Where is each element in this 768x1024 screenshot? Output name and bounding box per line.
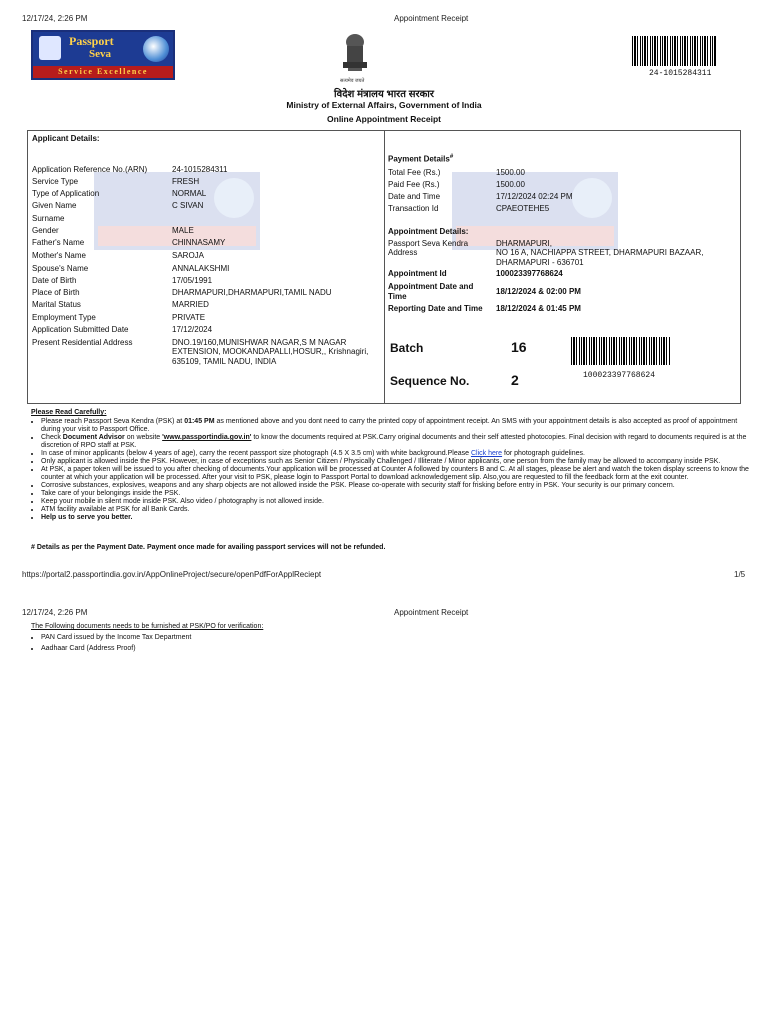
label-transaction-id: Transaction Id xyxy=(388,204,439,213)
value-place-of-birth: DHARMAPURI,DHARMAPURI,TAMIL NADU xyxy=(172,288,332,297)
footer-url: https://portal2.passportindia.gov.in/AppOnlineProject/secure/openPdfForApplReciept xyxy=(22,570,322,579)
hindi-heading: विदेश मंत्रालय भारत सरकार xyxy=(334,89,434,100)
payment-section-title xyxy=(388,154,453,164)
label-father-name: Father's Name xyxy=(32,238,85,247)
value-appointment-datetime: 18/12/2024 & 02:00 PM xyxy=(496,287,581,296)
instruction-item: • Please reach Passport Seva Kendra (PSK) at 01:45 PM as mentioned above and you dont need to carry the printed copy of appointment receipt. An SMS with your appointment details is also accepted as proof of appointment during your visit to Passport Office. xyxy=(41,418,755,434)
documents-title: The Following documents needs to be furnished at PSK/PO for verification: xyxy=(31,623,264,630)
passport-seva-logo xyxy=(31,30,175,80)
value-mother-name: SAROJA xyxy=(172,251,205,260)
instructions-title: Please Read Carefully: xyxy=(31,409,107,416)
logo-line2: Seva xyxy=(89,48,111,60)
value-given-name: C SIVAN xyxy=(172,201,204,210)
instruction-item: • Keep your mobile in silent mode inside PSK. Also video / photography is not allowed inside. xyxy=(41,498,755,506)
label-dob: Date of Birth xyxy=(32,276,77,285)
label-total-fee: Total Fee (Rs.) xyxy=(388,168,441,177)
page2-title: Appointment Receipt xyxy=(394,608,469,617)
arn-barcode-text: 24-1015284311 xyxy=(649,69,712,78)
payment-title-text: Payment Details xyxy=(388,154,450,164)
value-marital-status: MARRIED xyxy=(172,300,209,309)
label-surname: Surname xyxy=(32,214,65,223)
appointment-barcode-text: 100023397768624 xyxy=(583,371,656,380)
payment-title-sup: # xyxy=(449,154,454,160)
label-psk-address: Address xyxy=(388,248,418,257)
photo-guidelines-link[interactable]: Click here xyxy=(470,450,503,457)
appointment-section-title: Appointment Details: xyxy=(388,227,469,236)
instruction-item: • Help us to serve you better. xyxy=(41,514,755,522)
page2-datetime: 12/17/24, 2:26 PM xyxy=(22,608,88,617)
value-dob: 17/05/1991 xyxy=(172,276,213,285)
label-place-of-birth: Place of Birth xyxy=(32,288,80,297)
value-address-line2: EXTENSION, MOOKANDAPALLI,HOSUR,, Krishnagiri, xyxy=(172,347,369,356)
emblem-icon xyxy=(39,36,61,60)
label-payment-datetime: Date and Time xyxy=(388,192,441,201)
label-employment-type: Employment Type xyxy=(32,313,96,322)
value-father-name: CHINNASAMY xyxy=(172,238,226,247)
value-address-line3: 635109, TAMIL NADU, INDIA xyxy=(172,357,277,366)
instruction-item: • Only applicant is allowed inside the PSK. However, in case of exceptions such as Senior Citizen / Physically Challenged / Illiterate / Minor applicants, one person from the family may be allowed to accompany inside PSK. xyxy=(41,458,755,466)
label-marital-status: Marital Status xyxy=(32,300,81,309)
value-psk-address-line2: DHARMAPURI - 636701 xyxy=(496,258,584,267)
value-total-fee: 1500.00 xyxy=(496,168,525,177)
label-given-name: Given Name xyxy=(32,201,77,210)
table-divider xyxy=(384,130,385,404)
instruction-item: • Corrosive substances, explosives, weapons and any sharp objects are not allowed inside the PSK. Please co-operate with security staff for frisking before entry in PSK. Your security is our primary concern. xyxy=(41,482,755,490)
receipt-heading: Online Appointment Receipt xyxy=(327,114,441,124)
label-appointment-datetime-2: Time xyxy=(388,292,407,301)
logo-tagline: Service Excellence xyxy=(33,66,173,78)
value-service-type: FRESH xyxy=(172,177,200,186)
instructions-list xyxy=(27,418,755,522)
label-appointment-id: Appointment Id xyxy=(388,269,447,278)
label-paid-fee: Paid Fee (Rs.) xyxy=(388,180,440,189)
label-arn: Application Reference No.(ARN) xyxy=(32,165,148,174)
logo-line1: Passport xyxy=(69,34,114,48)
label-mother-name: Mother's Name xyxy=(32,251,86,260)
label-application-type: Type of Application xyxy=(32,189,100,198)
appointment-barcode xyxy=(571,337,671,365)
value-address-line1: DNO.19/160,MUNISHWAR NAGAR,S M NAGAR xyxy=(172,338,347,347)
instruction-item: • Take care of your belongings inside the PSK. xyxy=(41,490,755,498)
refund-note: # Details as per the Payment Date. Payment once made for availing passport services will not be refunded. xyxy=(31,544,386,551)
arn-barcode xyxy=(632,36,716,66)
value-sequence: 2 xyxy=(511,372,519,388)
label-address: Present Residential Address xyxy=(32,338,133,347)
value-submitted-date: 17/12/2024 xyxy=(172,325,213,334)
value-appointment-id: 100023397768624 xyxy=(496,269,563,278)
instruction-item: • At PSK, a paper token will be issued to you after checking of documents.Your application will be processed at Counter A followed by counters B and C. At all stages, please be alert and watch the token display screens to know the counter at which your application will be processed. After your visit to PSK, please login to Passport Portal to download acknowledgement slip. Also,you are requested to fill the feedback form at the exit counter. xyxy=(41,466,755,482)
globe-icon xyxy=(143,36,169,62)
value-psk-address-line1: NO 16 A, NACHIAPPA STREET, DHARMAPURI BAZAAR, xyxy=(496,248,704,257)
value-payment-datetime: 17/12/2024 02:24 PM xyxy=(496,192,573,201)
label-reporting-datetime: Reporting Date and Time xyxy=(388,304,483,313)
document-item: • Aadhaar Card (Address Proof) xyxy=(41,643,191,654)
value-paid-fee: 1500.00 xyxy=(496,180,525,189)
value-gender: MALE xyxy=(172,226,194,235)
label-spouse-name: Spouse's Name xyxy=(32,264,89,273)
value-transaction-id: CPAEOTEHE5 xyxy=(496,204,550,213)
value-application-type: NORMAL xyxy=(172,189,207,198)
documents-list xyxy=(27,632,191,654)
print-datetime: 12/17/24, 2:26 PM xyxy=(22,14,88,23)
value-arn: 24-1015284311 xyxy=(172,165,228,174)
instruction-item: • ATM facility available at PSK for all Bank Cards. xyxy=(41,506,755,514)
label-submitted-date: Application Submitted Date xyxy=(32,325,129,334)
print-title: Appointment Receipt xyxy=(394,14,469,23)
value-spouse-name: ANNALAKSHMI xyxy=(172,264,230,273)
value-reporting-datetime: 18/12/2024 & 01:45 PM xyxy=(496,304,581,313)
label-service-type: Service Type xyxy=(32,177,79,186)
value-batch: 16 xyxy=(511,339,527,355)
instruction-item: • In case of minor applicants (below 4 years of age), carry the recent passport size photograph (4.5 X 3.5 cm) with white background.Please Click here for photograph guidelines. xyxy=(41,450,755,458)
national-emblem-icon xyxy=(338,32,372,82)
label-sequence: Sequence No. xyxy=(390,374,470,388)
value-psk: DHARMAPURI, xyxy=(496,239,553,248)
label-batch: Batch xyxy=(390,341,424,355)
footer-page: 1/5 xyxy=(734,570,746,579)
ministry-heading: Ministry of External Affairs, Government of India xyxy=(286,100,482,110)
label-psk: Passport Seva Kendra xyxy=(388,239,469,248)
document-item: • PAN Card issued by the Income Tax Department xyxy=(41,632,191,643)
emblem-caption: सत्यमेव जयते xyxy=(340,78,365,84)
instruction-item: • Check Document Advisor on website 'www.passportindia.gov.in' to know the documents required at PSK.Carry original documents and their self attested photocopies. Final decision with regard to documents required is at the discretion of RPO staff at PSK. xyxy=(41,434,755,450)
label-appointment-datetime-1: Appointment Date and xyxy=(388,282,474,291)
label-gender: Gender xyxy=(32,226,59,235)
applicant-section-title: Applicant Details: xyxy=(32,134,100,143)
value-employment-type: PRIVATE xyxy=(172,313,206,322)
